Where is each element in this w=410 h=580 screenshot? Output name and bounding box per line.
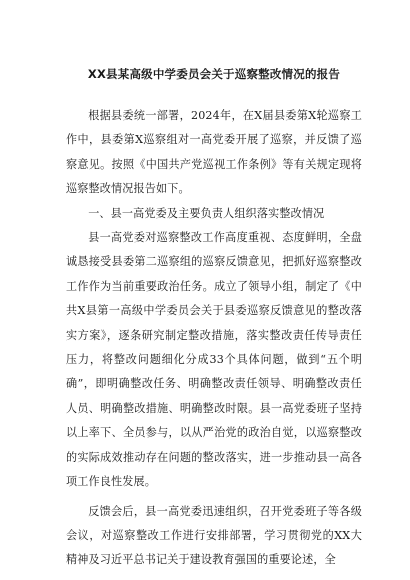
body-paragraph-2: 反馈会后，县一高党委迅速组织，召开党委班子等各级会议，对巡察整改工作进行安排部署，学习贯彻党的XX大精神及习近平总书记关于建设教育强国的重要论述，全 [66, 504, 362, 567]
intro-paragraph: 根据县委统一部署，2024年，在X届县委第X轮巡察工作中，县委第X巡察组对一高党委开展了巡察，并反馈了巡察意见。按照《中国共产党巡视工作条例》等有关规定现将巡察整改情况报告如下。 [66, 109, 362, 196]
body-paragraph-1: 县一高党委对巡察整改工作高度重视、态度鲜明，全盘诚恳接受县委第二巡察组的巡察反馈意见，把抓好巡察整改工作作为当前重要政治任务。成立了领导小组，制定了《中共X县第一高级中学委员会关于县委巡察反馈意见的整改落实方案》，逐条研究制定整改措施，落实整改责任传导责任压力，将整改问题细化分成33个具体问题，做到“五个明确”，即明确整改任务、明确整改责任领导、明确整改责任人员、明确整改措施、明确整改时限。县一高党委班子坚持以上率下、全员参与，以从严治党的政治自觉，以巡察整改的实际成效推动存在问题的整改落实，进一步推动县一高各项工作良性发展。 [66, 231, 362, 489]
section-heading: 一、县一高党委及主要负责人组织落实整改情况 [88, 206, 325, 220]
document-title: XX县某高级中学委员会关于巡察整改情况的报告 [87, 67, 341, 81]
